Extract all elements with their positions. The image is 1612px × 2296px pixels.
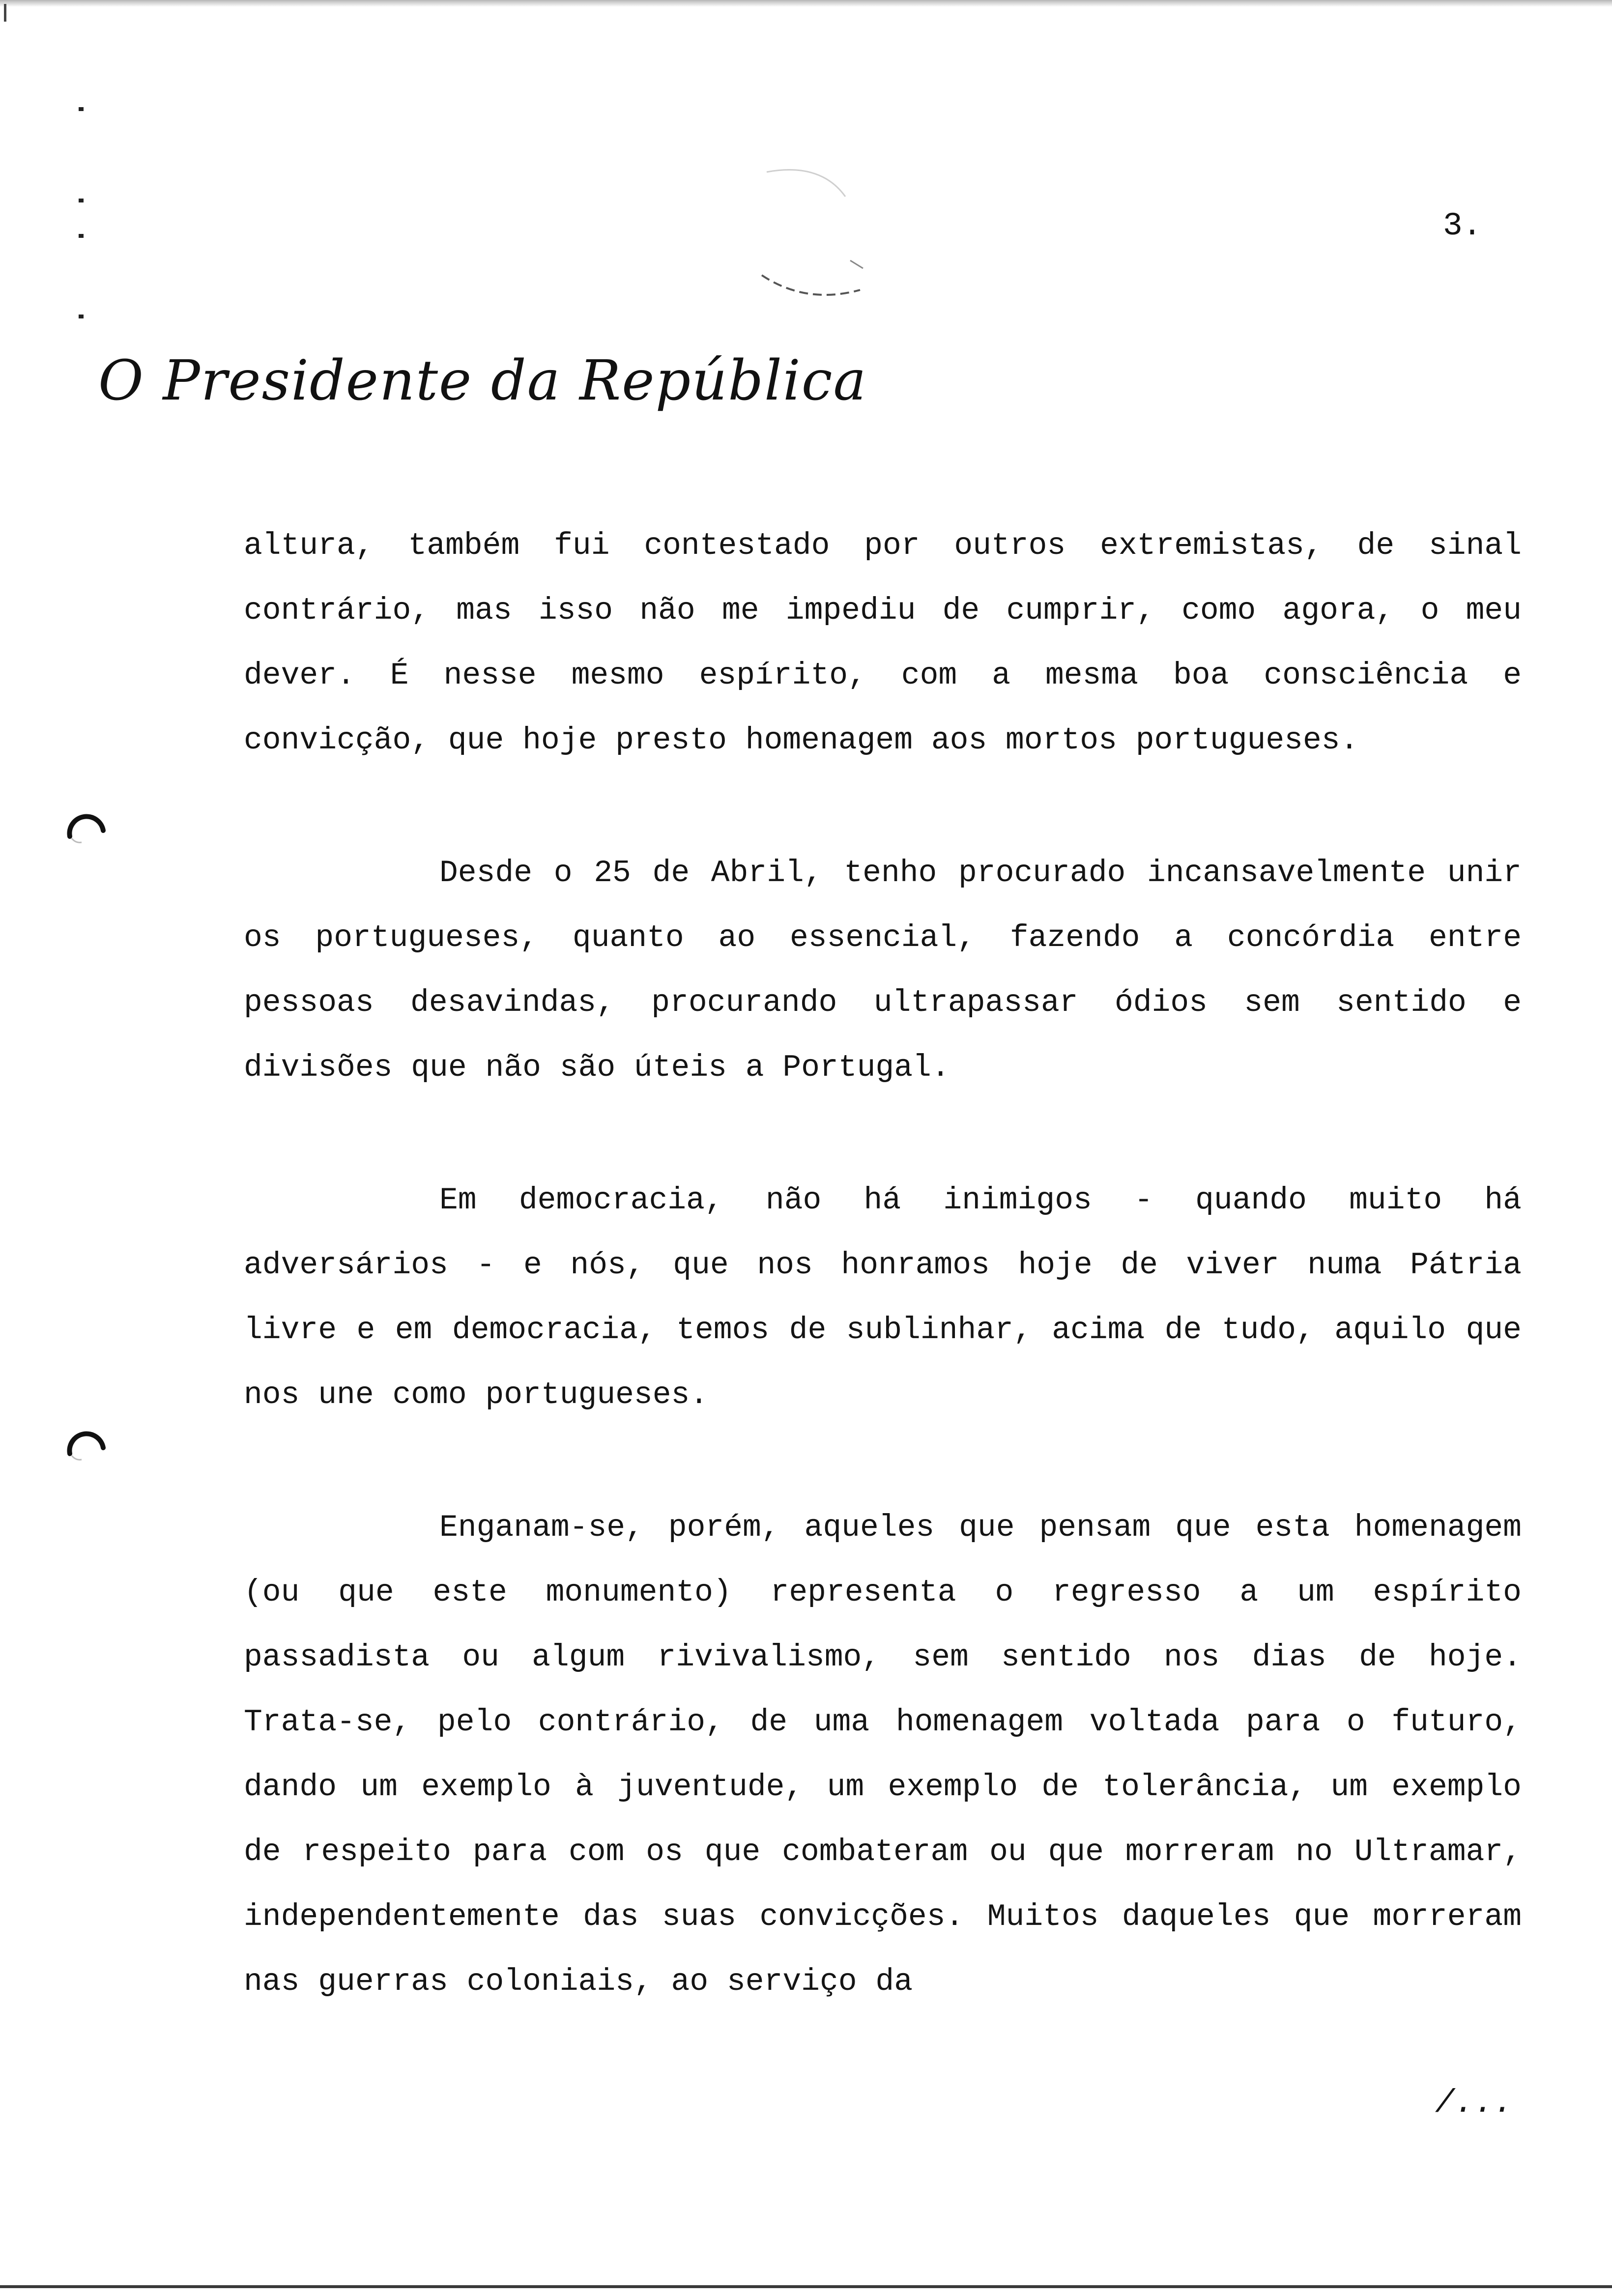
margin-mark bbox=[79, 107, 84, 111]
scan-artifact bbox=[747, 157, 875, 319]
margin-mark bbox=[79, 315, 84, 318]
punch-hole bbox=[66, 806, 106, 846]
margin-mark bbox=[79, 199, 84, 202]
paragraph: Desde o 25 de Abril, tenho procurado incansavelmente unir os portugueses, quanto ao essencial, fazendo a concórdia entre pessoas desavindas, procurando ultrapassar ódios sem sentido e divisões que não são úteis a Portugal. bbox=[244, 856, 1522, 1085]
margin-mark bbox=[79, 234, 84, 238]
continuation-mark: /... bbox=[1435, 2085, 1513, 2122]
paragraph: altura, também fui contestado por outros extremistas, de sinal contrário, mas isso não me impediu de cumprir, como agora, o meu dever. É nesse mesmo espírito, com a mesma boa consciência e convicção, que hoje presto homenagem aos mortos portugueses. bbox=[244, 528, 1522, 758]
paragraph: Enganam-se, porém, aqueles que pensam que esta homenagem (ou que este monumento) representa o regresso a um espírito passadista ou algum rivivalismo, sem sentido nos dias de hoje. Trata-se, pelo contrário, de uma homenagem voltada para o futuro, dando um exemplo à juventude, um exemplo de tolerância, um exemplo de respeito para com os que combateram ou que morreram no Ultramar, independentemente das suas convicções. Muitos daqueles que morreram nas guerras coloniais, ao serviço da bbox=[244, 1510, 1522, 1999]
paragraph: Em democracia, não há inimigos - quando muito há adversários - e nós, que nos honramos hoje de viver numa Pátria livre e em democracia, temos de sublinhar, acima de tudo, aquilo que nos une como portugueses. bbox=[244, 1183, 1522, 1412]
letterhead-title: O Presidente da República bbox=[98, 349, 867, 413]
scan-top-edge bbox=[0, 0, 1612, 7]
page-number: 3. bbox=[1443, 207, 1482, 244]
punch-hole bbox=[66, 1423, 106, 1464]
document-body bbox=[244, 514, 1522, 2082]
scan-edge-tick bbox=[4, 4, 6, 22]
scan-bottom-edge bbox=[0, 2285, 1612, 2288]
